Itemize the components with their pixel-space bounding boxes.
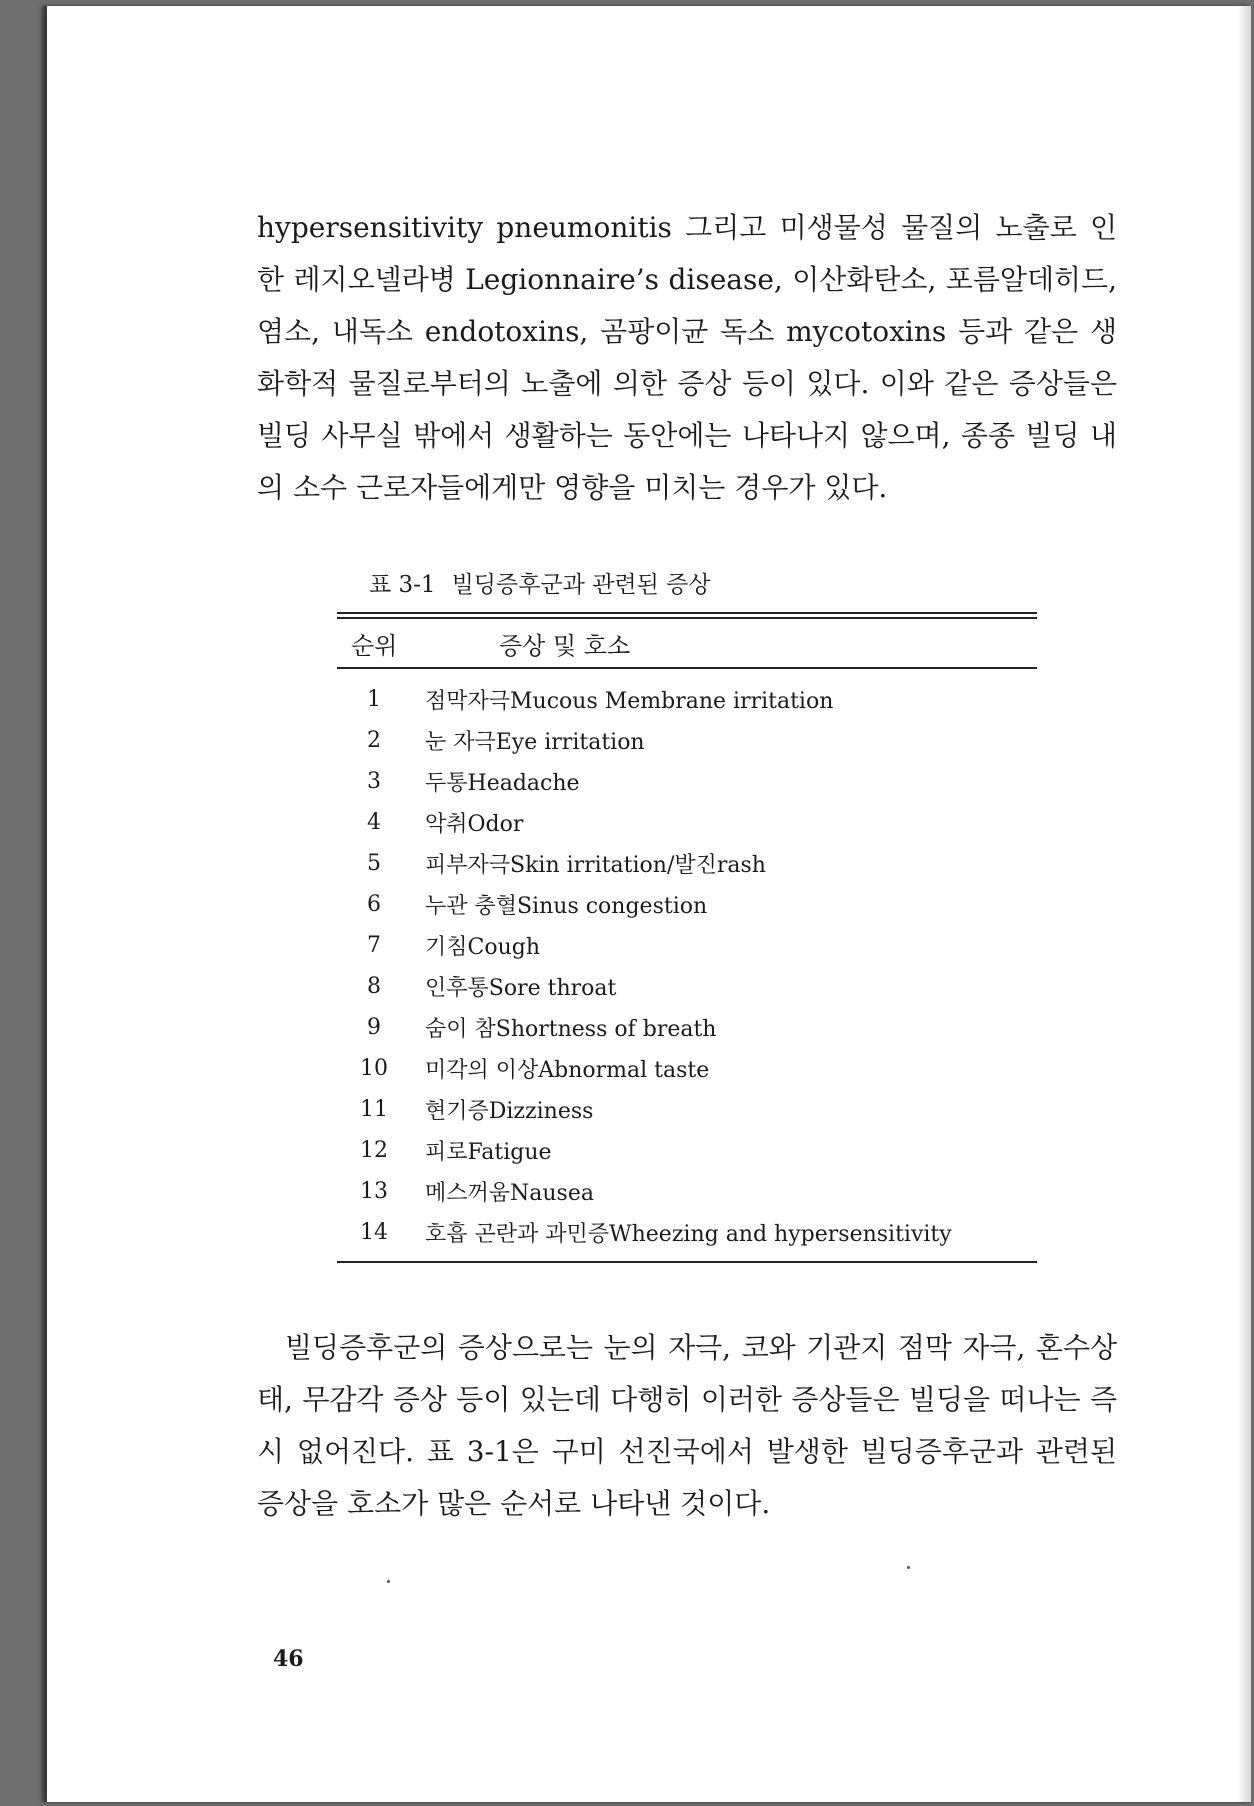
table-body <box>337 669 1037 1263</box>
row-rank: 13 <box>360 1179 388 1204</box>
body-paragraph-1: hypersensitivity pneumonitis 그리고 미생물성 물질의 노출로 인한 레지오넬라병 Legionnaire’s disease, 이산화탄소, 포름알데히드, 염소, 내독소 endotoxins, 곰팡이균 독소 mycotoxins 등과 같은 생화학적 물질로부터의 노출에 의한 증상 등이 있다. 이와 같은 증상들은 빌딩 사무실 밖에서 생활하는 동안에는 나타나지 않으며, 종종 빌딩 내의 소수 근로자들에게만 영향을 미치는 경우가 있다. <box>257 211 1117 504</box>
row-symptom: 미각의 이상Abnormal taste <box>425 1058 710 1083</box>
table-row <box>337 720 1037 761</box>
print-speck <box>907 1566 910 1569</box>
row-symptom: 숨이 참Shortness of breath <box>425 1017 717 1042</box>
table-row <box>337 884 1037 925</box>
row-symptom: 두통Headache <box>425 771 580 796</box>
table-top-rule <box>337 612 1037 619</box>
table-row <box>337 802 1037 843</box>
row-symptom: 인후통Sore throat <box>425 976 617 1001</box>
row-rank: 12 <box>360 1138 388 1163</box>
body-paragraph-2: 빌딩증후군의 증상으로는 눈의 자극, 코와 기관지 점막 자극, 혼수상태, 무감각 증상 등이 있는데 다행히 이러한 증상들은 빌딩을 떠나는 즉시 없어진다. 표 3-1은 구미 선진국에서 발생한 빌딩증후군과 관련된 증상을 호소가 많은 순서로 나타낸 것이다. <box>257 1331 1117 1520</box>
table-row <box>337 1212 1037 1253</box>
row-symptom: 눈 자극Eye irritation <box>425 730 645 755</box>
print-speck <box>387 1580 390 1583</box>
table-row <box>337 761 1037 802</box>
table-caption-title: 빌딩증후군과 관련된 증상 <box>451 572 711 598</box>
table-row <box>337 679 1037 720</box>
row-symptom: 현기증Dizziness <box>425 1099 594 1124</box>
row-symptom: 메스꺼움Nausea <box>425 1181 594 1206</box>
row-symptom: 호흡 곤란과 과민증Wheezing and hypersensitivity <box>425 1222 952 1247</box>
row-symptom: 피로Fatigue <box>425 1140 552 1165</box>
header-symptom: 증상 및 호소 <box>499 631 631 660</box>
table-header <box>337 619 1037 669</box>
table-row <box>337 1130 1037 1171</box>
table-row <box>337 1048 1037 1089</box>
header-rank: 순위 <box>351 631 398 660</box>
row-rank: 8 <box>367 974 381 999</box>
row-rank: 10 <box>360 1056 388 1081</box>
row-symptom: 악취Odor <box>425 812 524 837</box>
row-rank: 11 <box>360 1097 388 1122</box>
table-caption <box>369 566 711 599</box>
table-caption-number: 표 3-1 <box>369 572 436 598</box>
book-page <box>44 6 1251 1802</box>
row-symptom: 누관 충혈Sinus congestion <box>425 894 708 919</box>
symptom-table <box>337 612 1037 1263</box>
row-rank: 3 <box>367 769 381 794</box>
table-row <box>337 1089 1037 1130</box>
row-rank: 6 <box>367 892 381 917</box>
row-rank: 1 <box>367 687 381 712</box>
table-row <box>337 843 1037 884</box>
row-rank: 2 <box>367 728 381 753</box>
row-rank: 5 <box>367 851 381 876</box>
row-rank: 14 <box>360 1220 388 1245</box>
table-row <box>337 925 1037 966</box>
row-symptom: 점막자극Mucous Membrane irritation <box>425 689 834 714</box>
row-symptom: 피부자극Skin irritation/발진rash <box>425 853 766 878</box>
row-rank: 4 <box>367 810 381 835</box>
row-rank: 7 <box>367 933 381 958</box>
row-symptom: 기침Cough <box>425 935 541 960</box>
page-number: 46 <box>273 1646 304 1672</box>
row-rank: 9 <box>367 1015 381 1040</box>
table-row <box>337 1007 1037 1048</box>
table-row <box>337 1171 1037 1212</box>
table-row <box>337 966 1037 1007</box>
